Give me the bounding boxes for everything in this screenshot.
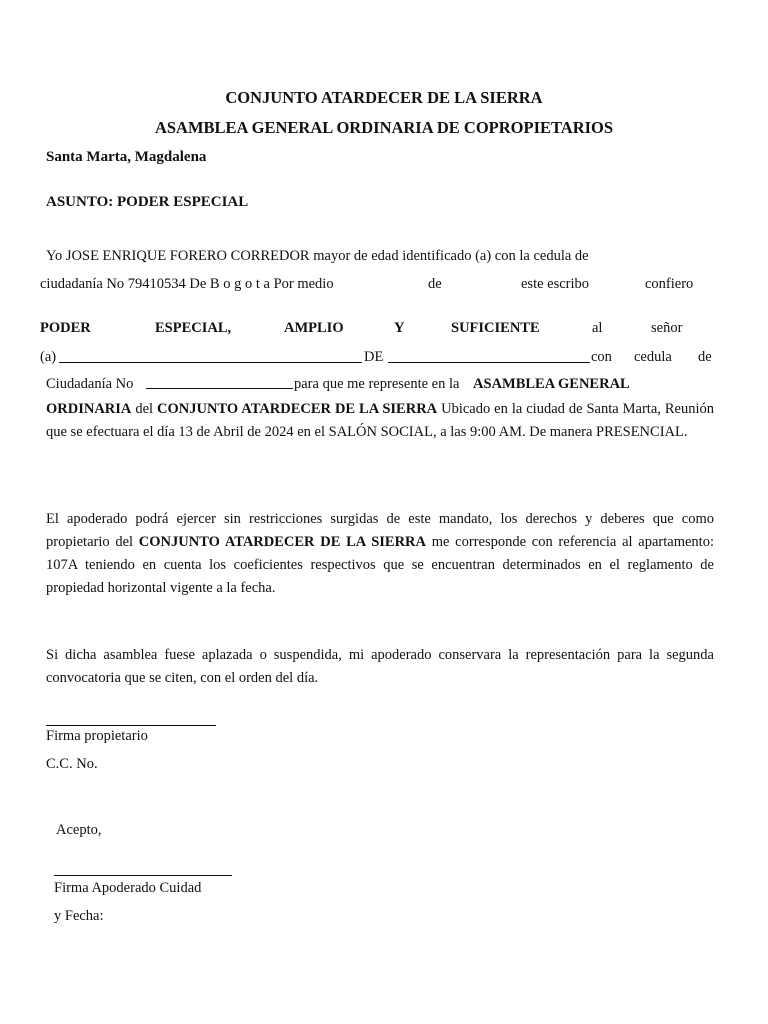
proxy-de-label: DE — [364, 349, 384, 365]
date-label: y Fecha: — [54, 908, 104, 924]
owner-signature-line — [46, 725, 216, 726]
power-word-3: AMPLIO — [284, 320, 344, 336]
owner-signature-label: Firma propietario — [46, 728, 148, 744]
document-title: CONJUNTO ATARDECER DE LA SIERRA — [225, 88, 543, 107]
postponement-paragraph: Si dicha asamblea fuese aplazada o suspendida, mi apoderado conservara la representación para la segunda convocatoria que se citen, con el orden del día. — [46, 647, 714, 686]
proxy-signature-line — [54, 875, 232, 876]
power-word-2: ESPECIAL, — [155, 320, 232, 336]
subject-line: ASUNTO: PODER ESPECIAL — [46, 194, 249, 210]
intro-text-del: del — [131, 401, 158, 417]
assembly-bold-text: ASAMBLEA GENERAL — [473, 376, 630, 392]
intro-paragraph-continued — [46, 398, 714, 444]
power-word-1: PODER — [40, 320, 91, 336]
intro-line-2c: este escribo — [521, 276, 590, 292]
city-line: Santa Marta, Magdalena — [46, 149, 207, 165]
power-word-7: señor — [651, 320, 683, 336]
owner-cc-label: C.C. No. — [46, 756, 98, 772]
intro-line-2a: ciudadanía No 79410534 De B o g o t a Por medio — [40, 276, 334, 292]
proxy-origin-blank — [388, 362, 590, 363]
proxy-cedula-label: cedula — [634, 349, 672, 365]
intro-bold-ordinaria: ORDINARIA — [46, 401, 132, 417]
intro-bold-conjunto: CONJUNTO ATARDECER DE LA SIERRA — [157, 401, 438, 417]
intro-line-2d: confiero — [645, 276, 694, 292]
accept-label: Acepto, — [56, 822, 102, 838]
intro-line-2b: de — [428, 276, 442, 292]
powers-text-1: El apoderado podrá ejercer sin restricciones surgidas de este mandato, los derechos y deberes que como propietario del — [46, 511, 714, 550]
powers-paragraph — [46, 508, 714, 600]
intro-line-1: Yo JOSE ENRIQUE FORERO CORREDOR mayor de edad identificado (a) con la cedula de — [46, 248, 589, 264]
proxy-name-blank — [59, 362, 362, 363]
power-word-6: al — [592, 320, 603, 336]
id-number-label: Ciudadanía No — [46, 376, 134, 392]
power-word-4: Y — [394, 320, 405, 336]
proxy-con-label: con — [591, 349, 612, 365]
powers-bold-conjunto: CONJUNTO ATARDECER DE LA SIERRA — [138, 534, 426, 550]
power-word-5: SUFICIENTE — [451, 320, 540, 336]
intro-text-rest: Ubicado en la ciudad de Santa Marta, Reunión que se efectuara el día 13 de Abril de 2024 en el SALÓN SOCIAL, a las 9:00 AM. De manera PRESENCIAL. — [46, 401, 714, 440]
document-subtitle: ASAMBLEA GENERAL ORDINARIA DE COPROPIETARIOS — [154, 118, 614, 137]
represent-text: para que me represente en la — [294, 376, 460, 392]
proxy-de2-label: de — [698, 349, 712, 365]
id-number-blank — [146, 388, 293, 389]
proxy-prefix: (a) — [40, 349, 57, 365]
powers-text-2: me corresponde con referencia al apartamento: 107A teniendo en cuenta los coeficientes respectivos que se encuentran determinados en el reglamento de propiedad horizontal vigente a la fecha. — [46, 534, 714, 596]
proxy-signature-label: Firma Apoderado Cuidad — [54, 880, 202, 896]
